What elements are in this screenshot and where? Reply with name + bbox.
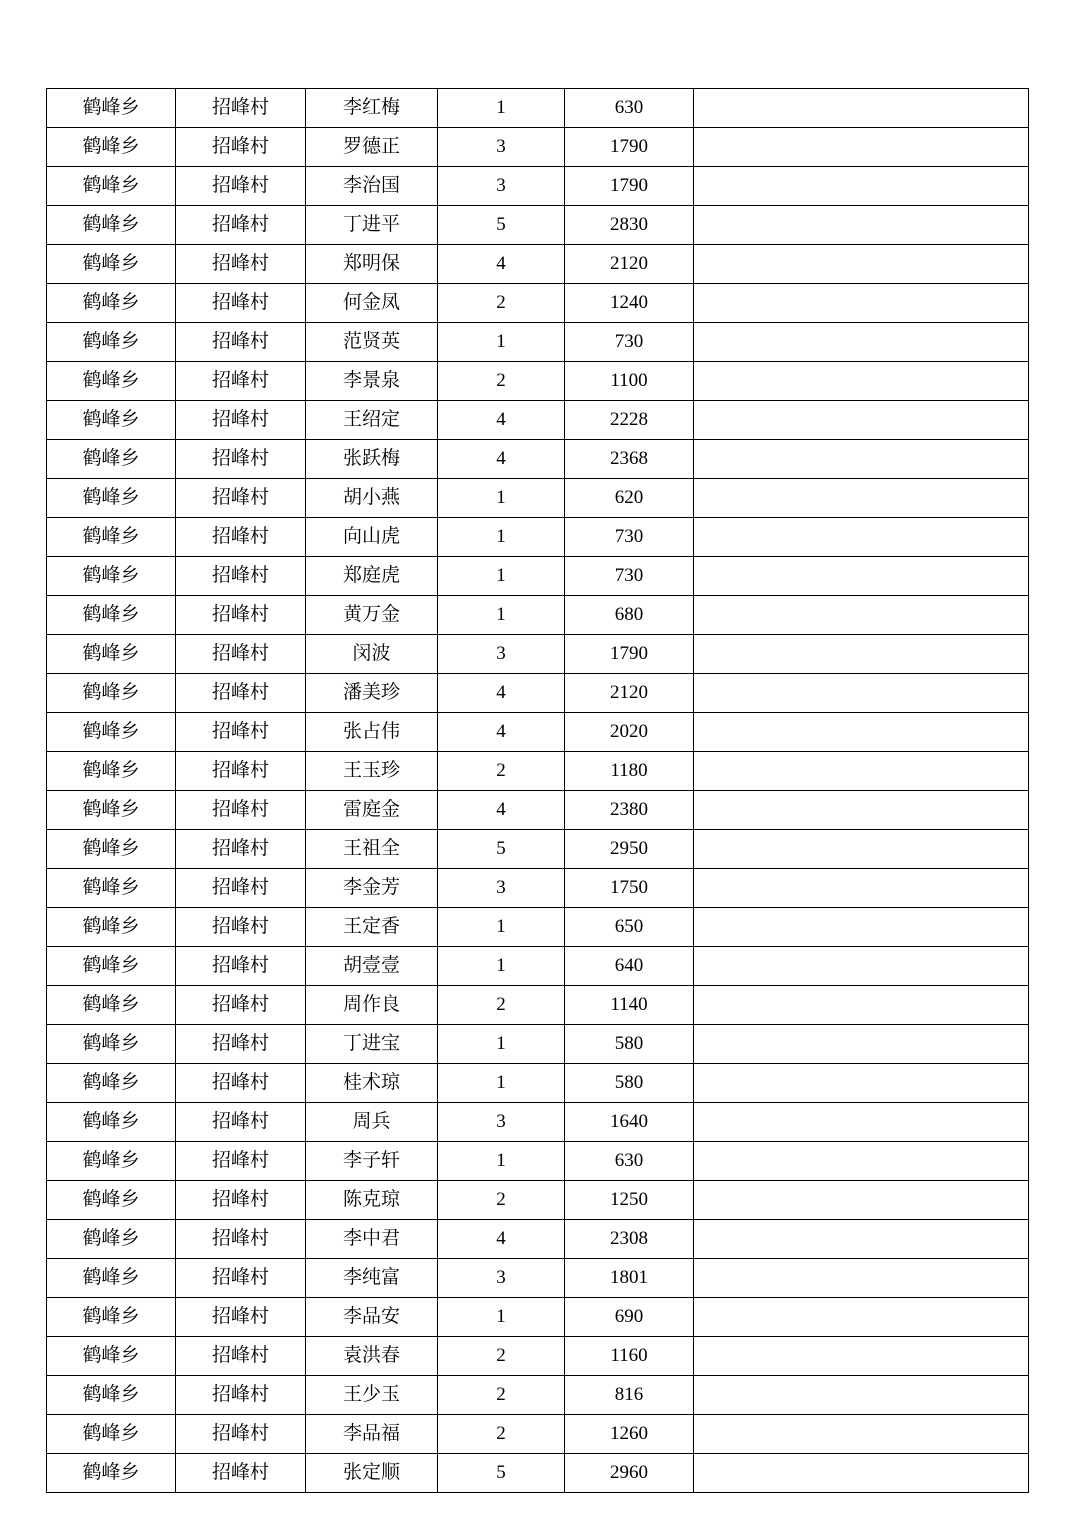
- cell-count: 1: [438, 908, 565, 947]
- cell-village: 招峰村: [176, 1376, 306, 1415]
- cell-amount: 1750: [565, 869, 694, 908]
- cell-town: 鹤峰乡: [47, 1259, 176, 1298]
- cell-amount: 1180: [565, 752, 694, 791]
- table-row: [47, 1337, 1029, 1376]
- cell-count: 4: [438, 401, 565, 440]
- cell-note: [694, 1259, 1029, 1298]
- cell-amount: 680: [565, 596, 694, 635]
- cell-town: 鹤峰乡: [47, 1376, 176, 1415]
- cell-note: [694, 1415, 1029, 1454]
- cell-amount: 1640: [565, 1103, 694, 1142]
- cell-town: 鹤峰乡: [47, 1298, 176, 1337]
- table-row: [47, 713, 1029, 752]
- cell-town: 鹤峰乡: [47, 674, 176, 713]
- subsidy-table: [46, 88, 1029, 1493]
- table-row: [47, 1259, 1029, 1298]
- cell-note: [694, 1220, 1029, 1259]
- cell-amount: 1260: [565, 1415, 694, 1454]
- cell-note: [694, 245, 1029, 284]
- cell-village: 招峰村: [176, 1454, 306, 1493]
- table-row: [47, 674, 1029, 713]
- cell-village: 招峰村: [176, 440, 306, 479]
- cell-note: [694, 518, 1029, 557]
- cell-town: 鹤峰乡: [47, 245, 176, 284]
- table-row: [47, 1415, 1029, 1454]
- cell-amount: 580: [565, 1064, 694, 1103]
- cell-village: 招峰村: [176, 557, 306, 596]
- cell-count: 1: [438, 557, 565, 596]
- table-row: [47, 1181, 1029, 1220]
- cell-note: [694, 713, 1029, 752]
- cell-village: 招峰村: [176, 128, 306, 167]
- cell-village: 招峰村: [176, 1142, 306, 1181]
- cell-village: 招峰村: [176, 323, 306, 362]
- cell-name: 范贤英: [306, 323, 438, 362]
- cell-count: 4: [438, 791, 565, 830]
- cell-town: 鹤峰乡: [47, 1181, 176, 1220]
- cell-town: 鹤峰乡: [47, 869, 176, 908]
- cell-village: 招峰村: [176, 167, 306, 206]
- cell-note: [694, 206, 1029, 245]
- cell-town: 鹤峰乡: [47, 479, 176, 518]
- cell-name: 王祖全: [306, 830, 438, 869]
- cell-amount: 2120: [565, 245, 694, 284]
- cell-village: 招峰村: [176, 830, 306, 869]
- cell-count: 2: [438, 1337, 565, 1376]
- cell-note: [694, 323, 1029, 362]
- cell-name: 李金芳: [306, 869, 438, 908]
- cell-amount: 2830: [565, 206, 694, 245]
- cell-name: 李治国: [306, 167, 438, 206]
- cell-town: 鹤峰乡: [47, 908, 176, 947]
- cell-count: 2: [438, 362, 565, 401]
- cell-count: 5: [438, 206, 565, 245]
- cell-town: 鹤峰乡: [47, 1454, 176, 1493]
- cell-village: 招峰村: [176, 635, 306, 674]
- cell-note: [694, 791, 1029, 830]
- table-row: [47, 479, 1029, 518]
- table-row: [47, 401, 1029, 440]
- cell-village: 招峰村: [176, 986, 306, 1025]
- cell-name: 张跃梅: [306, 440, 438, 479]
- cell-name: 李红梅: [306, 89, 438, 128]
- cell-name: 李景泉: [306, 362, 438, 401]
- cell-note: [694, 830, 1029, 869]
- cell-village: 招峰村: [176, 479, 306, 518]
- cell-count: 3: [438, 128, 565, 167]
- cell-town: 鹤峰乡: [47, 635, 176, 674]
- cell-count: 2: [438, 1415, 565, 1454]
- cell-amount: 730: [565, 323, 694, 362]
- cell-village: 招峰村: [176, 1298, 306, 1337]
- cell-note: [694, 401, 1029, 440]
- cell-town: 鹤峰乡: [47, 362, 176, 401]
- cell-note: [694, 89, 1029, 128]
- table-row: [47, 206, 1029, 245]
- cell-amount: 2020: [565, 713, 694, 752]
- cell-name: 李纯富: [306, 1259, 438, 1298]
- cell-village: 招峰村: [176, 1259, 306, 1298]
- cell-village: 招峰村: [176, 1103, 306, 1142]
- cell-amount: 1790: [565, 167, 694, 206]
- cell-name: 王少玉: [306, 1376, 438, 1415]
- cell-note: [694, 440, 1029, 479]
- table-row: [47, 362, 1029, 401]
- cell-amount: 1100: [565, 362, 694, 401]
- cell-note: [694, 1142, 1029, 1181]
- cell-village: 招峰村: [176, 1064, 306, 1103]
- cell-village: 招峰村: [176, 206, 306, 245]
- cell-note: [694, 674, 1029, 713]
- cell-amount: 730: [565, 557, 694, 596]
- cell-count: 2: [438, 986, 565, 1025]
- cell-note: [694, 479, 1029, 518]
- cell-town: 鹤峰乡: [47, 830, 176, 869]
- cell-town: 鹤峰乡: [47, 1415, 176, 1454]
- cell-village: 招峰村: [176, 674, 306, 713]
- cell-name: 胡小燕: [306, 479, 438, 518]
- cell-count: 1: [438, 479, 565, 518]
- cell-town: 鹤峰乡: [47, 284, 176, 323]
- cell-town: 鹤峰乡: [47, 1337, 176, 1376]
- cell-amount: 1240: [565, 284, 694, 323]
- cell-name: 雷庭金: [306, 791, 438, 830]
- cell-name: 罗德正: [306, 128, 438, 167]
- cell-name: 闵波: [306, 635, 438, 674]
- table-row: [47, 752, 1029, 791]
- cell-note: [694, 908, 1029, 947]
- cell-note: [694, 869, 1029, 908]
- table-row: [47, 986, 1029, 1025]
- cell-count: 1: [438, 1298, 565, 1337]
- cell-amount: 730: [565, 518, 694, 557]
- cell-village: 招峰村: [176, 89, 306, 128]
- cell-name: 李品安: [306, 1298, 438, 1337]
- cell-note: [694, 986, 1029, 1025]
- cell-name: 李中君: [306, 1220, 438, 1259]
- cell-name: 丁进平: [306, 206, 438, 245]
- cell-village: 招峰村: [176, 1337, 306, 1376]
- table-row: [47, 557, 1029, 596]
- cell-town: 鹤峰乡: [47, 89, 176, 128]
- cell-village: 招峰村: [176, 401, 306, 440]
- cell-note: [694, 596, 1029, 635]
- table-row: [47, 128, 1029, 167]
- cell-note: [694, 1181, 1029, 1220]
- cell-name: 张定顺: [306, 1454, 438, 1493]
- cell-note: [694, 1337, 1029, 1376]
- cell-amount: 1790: [565, 635, 694, 674]
- table-row: [47, 1220, 1029, 1259]
- cell-town: 鹤峰乡: [47, 323, 176, 362]
- cell-amount: 2950: [565, 830, 694, 869]
- cell-name: 黄万金: [306, 596, 438, 635]
- cell-note: [694, 635, 1029, 674]
- cell-village: 招峰村: [176, 752, 306, 791]
- cell-count: 4: [438, 713, 565, 752]
- cell-count: 4: [438, 674, 565, 713]
- cell-amount: 1250: [565, 1181, 694, 1220]
- cell-note: [694, 1298, 1029, 1337]
- cell-name: 李子轩: [306, 1142, 438, 1181]
- table-row: [47, 323, 1029, 362]
- table-row: [47, 1103, 1029, 1142]
- cell-village: 招峰村: [176, 284, 306, 323]
- cell-note: [694, 1454, 1029, 1493]
- cell-amount: 2120: [565, 674, 694, 713]
- cell-name: 陈克琼: [306, 1181, 438, 1220]
- table-row: [47, 245, 1029, 284]
- cell-count: 3: [438, 869, 565, 908]
- cell-village: 招峰村: [176, 596, 306, 635]
- table-row: [47, 1298, 1029, 1337]
- cell-count: 5: [438, 1454, 565, 1493]
- cell-note: [694, 362, 1029, 401]
- cell-name: 胡壹壹: [306, 947, 438, 986]
- cell-amount: 690: [565, 1298, 694, 1337]
- cell-amount: 620: [565, 479, 694, 518]
- cell-town: 鹤峰乡: [47, 1220, 176, 1259]
- cell-amount: 630: [565, 1142, 694, 1181]
- cell-name: 郑庭虎: [306, 557, 438, 596]
- cell-count: 1: [438, 323, 565, 362]
- cell-village: 招峰村: [176, 713, 306, 752]
- table-row: [47, 1025, 1029, 1064]
- cell-count: 1: [438, 518, 565, 557]
- cell-name: 向山虎: [306, 518, 438, 557]
- table-row: [47, 1454, 1029, 1493]
- cell-town: 鹤峰乡: [47, 596, 176, 635]
- cell-count: 2: [438, 752, 565, 791]
- cell-note: [694, 752, 1029, 791]
- cell-count: 4: [438, 440, 565, 479]
- cell-note: [694, 557, 1029, 596]
- cell-amount: 816: [565, 1376, 694, 1415]
- cell-amount: 1160: [565, 1337, 694, 1376]
- cell-count: 2: [438, 1376, 565, 1415]
- cell-note: [694, 1376, 1029, 1415]
- cell-amount: 650: [565, 908, 694, 947]
- cell-name: 王绍定: [306, 401, 438, 440]
- cell-amount: 1140: [565, 986, 694, 1025]
- cell-town: 鹤峰乡: [47, 1103, 176, 1142]
- cell-town: 鹤峰乡: [47, 557, 176, 596]
- cell-name: 丁进宝: [306, 1025, 438, 1064]
- cell-count: 2: [438, 284, 565, 323]
- cell-village: 招峰村: [176, 791, 306, 830]
- cell-amount: 2368: [565, 440, 694, 479]
- table-row: [47, 1064, 1029, 1103]
- cell-name: 潘美珍: [306, 674, 438, 713]
- table-row: [47, 791, 1029, 830]
- cell-town: 鹤峰乡: [47, 1142, 176, 1181]
- cell-name: 何金凤: [306, 284, 438, 323]
- cell-name: 郑明保: [306, 245, 438, 284]
- table-row: [47, 284, 1029, 323]
- cell-town: 鹤峰乡: [47, 1064, 176, 1103]
- cell-town: 鹤峰乡: [47, 791, 176, 830]
- cell-note: [694, 1103, 1029, 1142]
- table-row: [47, 635, 1029, 674]
- cell-amount: 1801: [565, 1259, 694, 1298]
- cell-count: 1: [438, 947, 565, 986]
- cell-count: 3: [438, 1259, 565, 1298]
- table-row: [47, 167, 1029, 206]
- table-row: [47, 89, 1029, 128]
- cell-count: 3: [438, 635, 565, 674]
- cell-count: 1: [438, 89, 565, 128]
- cell-town: 鹤峰乡: [47, 206, 176, 245]
- cell-count: 1: [438, 596, 565, 635]
- cell-name: 桂术琼: [306, 1064, 438, 1103]
- cell-town: 鹤峰乡: [47, 947, 176, 986]
- cell-amount: 580: [565, 1025, 694, 1064]
- cell-count: 3: [438, 1103, 565, 1142]
- cell-town: 鹤峰乡: [47, 713, 176, 752]
- cell-village: 招峰村: [176, 245, 306, 284]
- cell-amount: 630: [565, 89, 694, 128]
- cell-village: 招峰村: [176, 362, 306, 401]
- cell-count: 4: [438, 1220, 565, 1259]
- cell-amount: 1790: [565, 128, 694, 167]
- cell-village: 招峰村: [176, 947, 306, 986]
- cell-amount: 2228: [565, 401, 694, 440]
- cell-count: 1: [438, 1025, 565, 1064]
- cell-town: 鹤峰乡: [47, 752, 176, 791]
- cell-town: 鹤峰乡: [47, 1025, 176, 1064]
- cell-name: 张占伟: [306, 713, 438, 752]
- cell-count: 1: [438, 1142, 565, 1181]
- cell-name: 王定香: [306, 908, 438, 947]
- cell-village: 招峰村: [176, 1415, 306, 1454]
- cell-count: 2: [438, 1181, 565, 1220]
- cell-village: 招峰村: [176, 518, 306, 557]
- cell-count: 5: [438, 830, 565, 869]
- table-row: [47, 869, 1029, 908]
- cell-name: 王玉珍: [306, 752, 438, 791]
- table-row: [47, 440, 1029, 479]
- cell-count: 3: [438, 167, 565, 206]
- cell-amount: 2308: [565, 1220, 694, 1259]
- cell-name: 李品福: [306, 1415, 438, 1454]
- cell-town: 鹤峰乡: [47, 401, 176, 440]
- cell-note: [694, 167, 1029, 206]
- table-row: [47, 1376, 1029, 1415]
- cell-town: 鹤峰乡: [47, 128, 176, 167]
- cell-town: 鹤峰乡: [47, 986, 176, 1025]
- cell-village: 招峰村: [176, 1220, 306, 1259]
- cell-note: [694, 1064, 1029, 1103]
- cell-amount: 2380: [565, 791, 694, 830]
- table-body: [47, 89, 1029, 1493]
- table-row: [47, 830, 1029, 869]
- cell-village: 招峰村: [176, 908, 306, 947]
- table-row: [47, 596, 1029, 635]
- cell-note: [694, 1025, 1029, 1064]
- cell-village: 招峰村: [176, 1025, 306, 1064]
- cell-note: [694, 947, 1029, 986]
- cell-amount: 640: [565, 947, 694, 986]
- cell-name: 袁洪春: [306, 1337, 438, 1376]
- table-row: [47, 908, 1029, 947]
- cell-note: [694, 284, 1029, 323]
- cell-note: [694, 128, 1029, 167]
- table-row: [47, 518, 1029, 557]
- cell-town: 鹤峰乡: [47, 440, 176, 479]
- table-row: [47, 1142, 1029, 1181]
- cell-name: 周作良: [306, 986, 438, 1025]
- cell-village: 招峰村: [176, 869, 306, 908]
- cell-town: 鹤峰乡: [47, 518, 176, 557]
- cell-count: 4: [438, 245, 565, 284]
- table-row: [47, 947, 1029, 986]
- cell-amount: 2960: [565, 1454, 694, 1493]
- cell-village: 招峰村: [176, 1181, 306, 1220]
- cell-town: 鹤峰乡: [47, 167, 176, 206]
- cell-count: 1: [438, 1064, 565, 1103]
- cell-name: 周兵: [306, 1103, 438, 1142]
